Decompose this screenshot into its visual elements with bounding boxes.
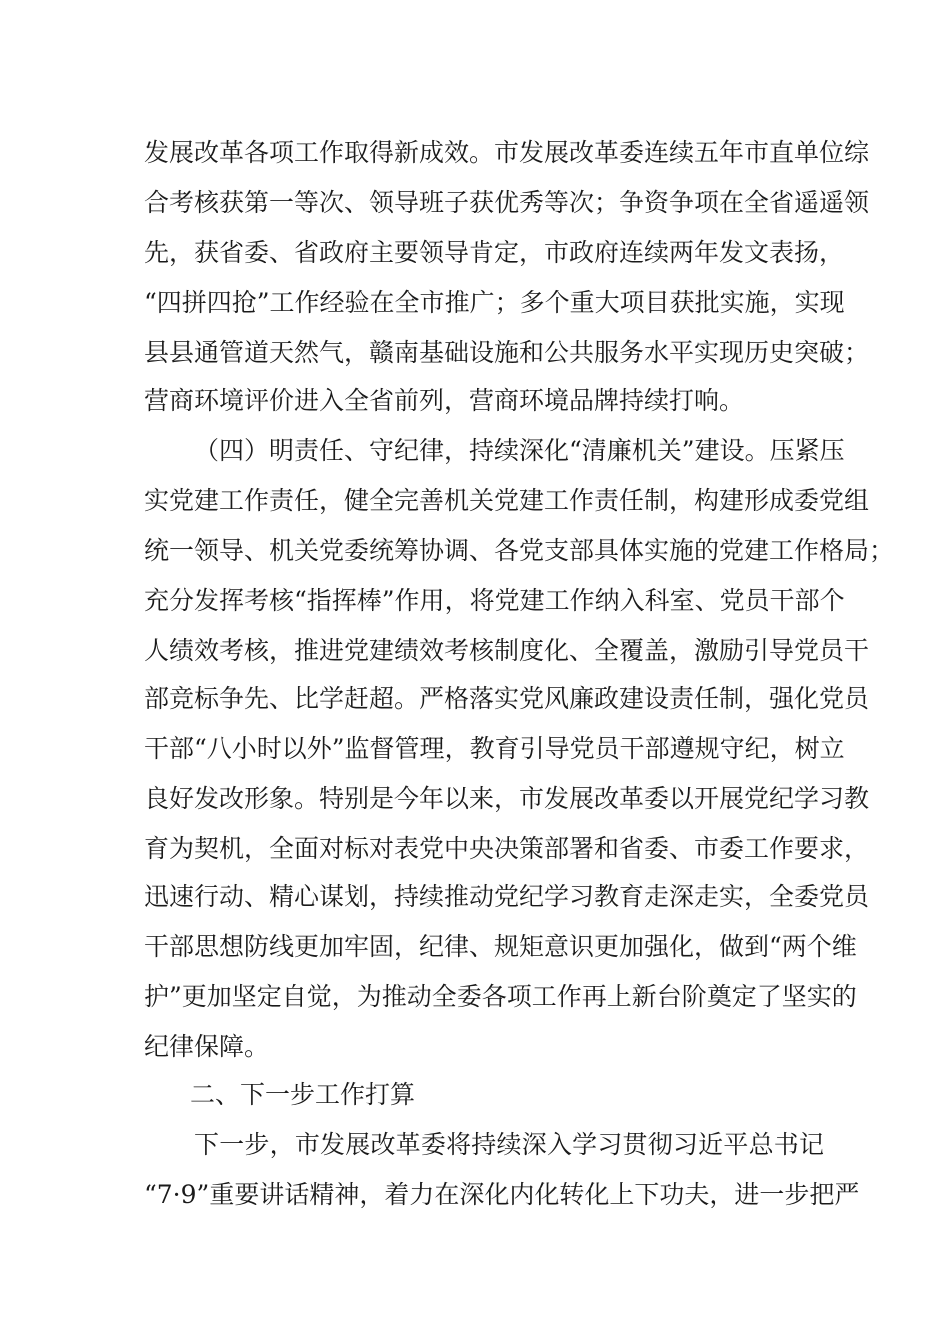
text-line: （四）明责任、守纪律，持续深化“清廉机关”建设。压紧压 [194,436,845,465]
text-line: 县县通管道天然气，赣南基础设施和公共服务水平实现历史突破； [144,338,870,367]
text-line: 充分发挥考核“指挥棒”作用，将党建工作纳入科室、党员干部个 [144,586,845,615]
text-line: 纪律保障。 [144,1032,270,1061]
text-line: 营商环境评价进入全省前列，营商环境品牌持续打响。 [144,386,745,415]
text-line: 护”更加坚定自觉，为推动全委各项工作再上新台阶奠定了坚实的 [144,982,857,1011]
text-line: 育为契机，全面对标对表党中央决策部署和省委、市委工作要求， [144,834,870,863]
text-line: 迅速行动、精心谋划，持续推动党纪学习教育走深走实，全委党员 [144,882,870,911]
section-heading: 二、下一步工作打算 [190,1080,416,1109]
text-line: 部竞标争先、比学赶超。严格落实党风廉政建设责任制，强化党员 [144,684,870,713]
text-line: 人绩效考核，推进党建绩效考核制度化、全覆盖，激励引导党员干 [144,636,870,665]
text-line: 实党建工作责任，健全完善机关党建工作责任制，构建形成委党组 [144,486,870,515]
text-line: 良好发改形象。特别是今年以来，市发展改革委以开展党纪学习教 [144,784,870,813]
text-line: 统一领导、机关党委统筹协调、各党支部具体实施的党建工作格局； [144,536,895,565]
text-line: 干部思想防线更加牢固，纪律、规矩意识更加强化，做到“两个维 [144,932,857,961]
text-line: 发展改革各项工作取得新成效。市发展改革委连续五年市直单位综 [144,138,870,167]
text-line: 先，获省委、省政府主要领导肯定，市政府连续两年发文表扬， [144,238,845,267]
text-line: 合考核获第一等次、领导班子获优秀等次；争资争项在全省遥遥领 [144,188,870,217]
text-line: “四拼四抢”工作经验在全市推广；多个重大项目获批实施，实现 [144,288,845,317]
text-line: “7·9”重要讲话精神，着力在深化内化转化上下功夫，进一步把严 [144,1180,860,1209]
text-line: 下一步，市发展改革委将持续深入学习贯彻习近平总书记 [194,1130,824,1159]
text-line: 干部“八小时以外”监督管理，教育引导党员干部遵规守纪，树立 [144,734,845,763]
